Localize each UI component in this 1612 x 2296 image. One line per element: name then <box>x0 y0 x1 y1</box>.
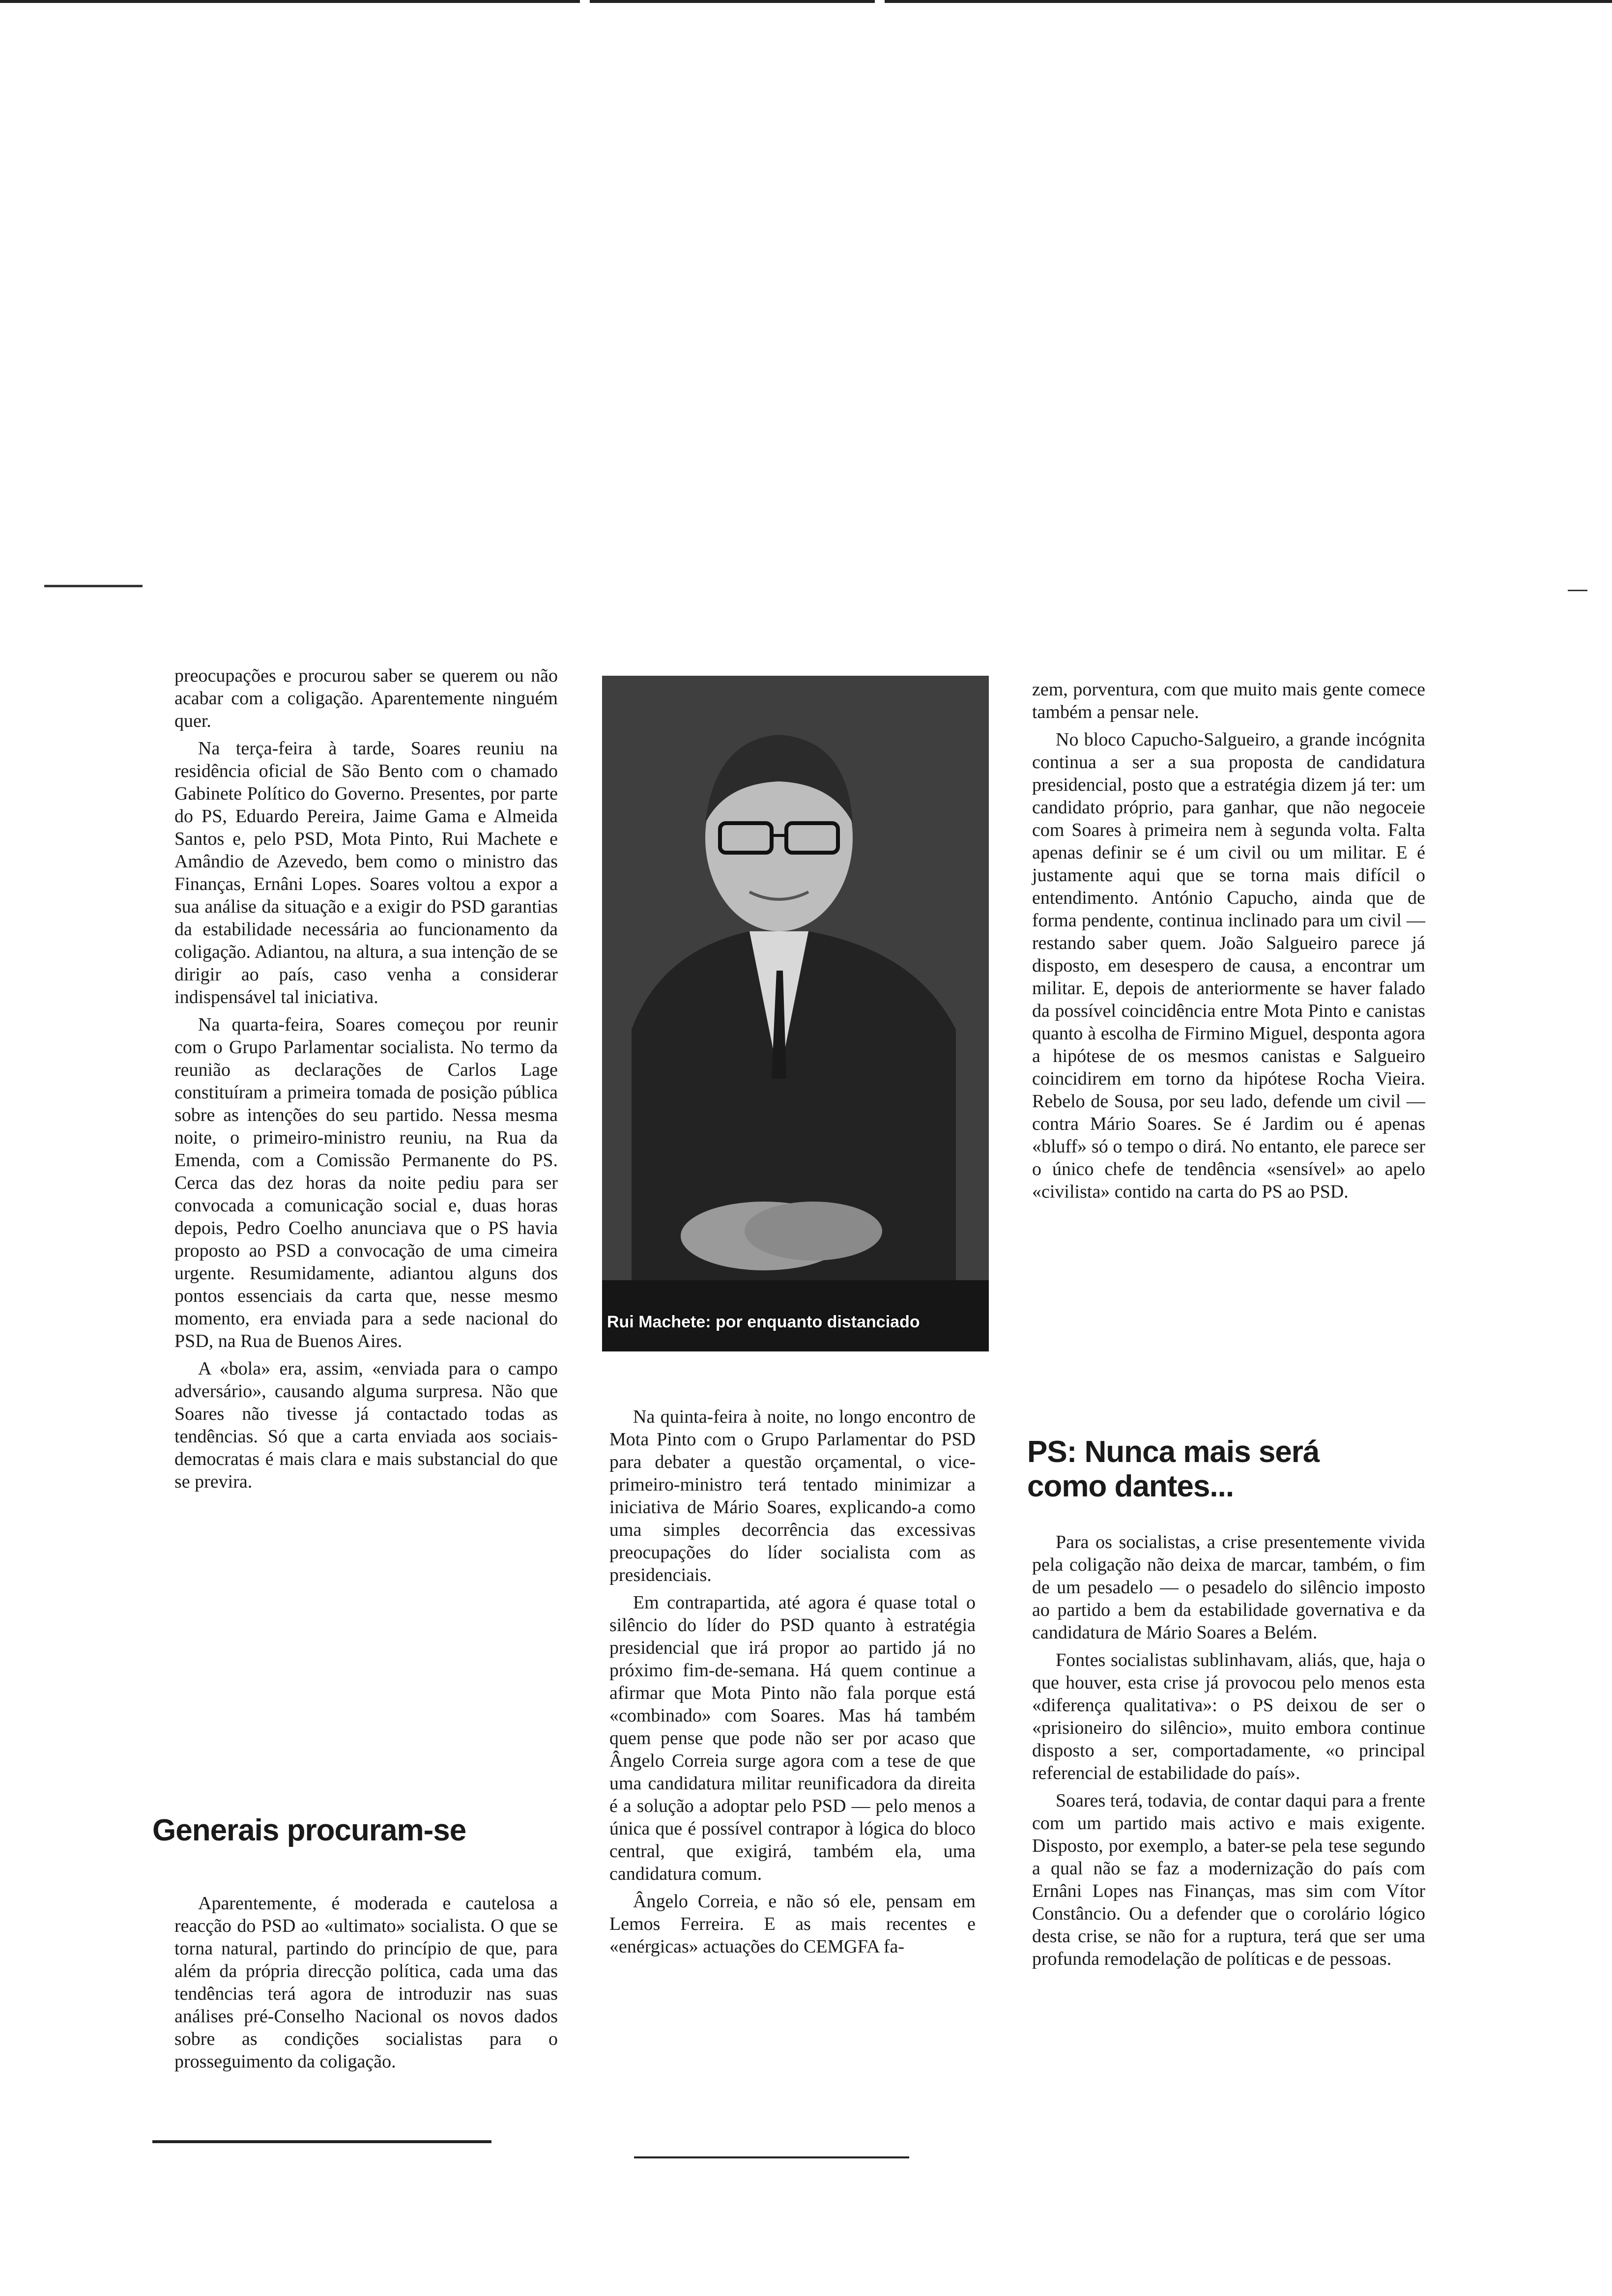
article-paragraph: Em contrapartida, até agora é quase total o silêncio do líder do PSD quanto à estratégia presidencial que irá propor ao partido já no próximo fim-de-semana. Há quem continue a afirmar que Mota Pinto não fala porque está «combinado» com Soares. Mas há também quem pense que pode não ser por acaso que Ângelo Correia surge agora com a tese de que uma candidatura militar reunificadora da direita é a solução a adoptar pelo PSD — pelo menos a única que é possível contrapor à lógica do bloco central, que exigirá, também ela, uma candidatura comum. <box>609 1592 976 1884</box>
article-column-3 <box>1032 678 1425 1208</box>
article-paragraph: preocupações e procurou saber se querem ou não acabar com a coligação. Aparentemente ninguém quer. <box>174 665 558 731</box>
portrait-image <box>602 676 989 1351</box>
article-column-3-continued <box>1032 1531 1425 1975</box>
section-heading: PS: Nunca mais será como dantes... <box>1027 1435 1320 1503</box>
article-paragraph: Aparentemente, é moderada e cautelosa a reacção do PSD ao «ultimato» socialista. O que se torna natural, partindo do princípio de que, para além da própria direcção política, cada uma das tendências terá agora de introduzir nas suas análises pré-Conselho Nacional os novos dados sobre as condições socialistas para o prosseguimento da coligação. <box>174 1893 558 2072</box>
article-paragraph: Na quinta-feira à noite, no longo encontro de Mota Pinto com o Grupo Parlamentar do PSD para debater a questão orçamental, o vice-primeiro-ministro terá tentado minimizar a iniciativa de Mário Soares, explicando-a como uma simples decorrência das excessivas preocupações do líder socialista com as presidenciais. <box>609 1406 976 1585</box>
column-end-rule <box>634 2156 909 2158</box>
article-paragraph: A «bola» era, assim, «enviada para o campo adversário», causando alguma surpresa. Não que Soares não tivesse já contactado todas as tendências. Só que a carta enviada aos sociais-democratas é mais clara e mais substancial do que se previra. <box>174 1358 558 1492</box>
article-paragraph: Para os socialistas, a crise presentemente vivida pela coligação não deixa de marcar, também, o fim de um pesadelo — o pesadelo do silêncio imposto ao partido a bem da estabilidade governativa e da candidatura de Mário Soares a Belém. <box>1032 1532 1425 1643</box>
article-paragraph: No bloco Capucho-Salgueiro, a grande incógnita continua a ser a sua proposta de candidatura presidencial, posto que a estratégia dizem já ter: um candidato próprio, para ganhar, que não negoceie com Soares à primeira nem à segunda volta. Falta apenas definir se é um civil ou um militar. E é justamente aqui que se torna mais difícil o entendimento. António Capucho, ainda que de forma pendente, continua inclinado para um civil — restando saber quem. João Salgueiro parece já disposto, em desespero de causa, a encontrar um militar. E, depois de anteriormente se haver falado da possível coincidência entre Mota Pinto e canistas quanto à escolha de Firmino Miguel, desponta agora a hipótese de os mesmos canistas e Salgueiro coincidirem em torno da hipótese Rocha Vieira. Rebelo de Sousa, por seu lado, defende um civil — contra Mário Soares. Se é Jardim ou é apenas «bluff» só o tempo o dirá. No entanto, ele parece ser o único chefe de tendência «sensível» ao apelo «civilista» contido na carta do PS ao PSD. <box>1032 729 1425 1202</box>
column-end-rule <box>152 2140 491 2143</box>
article-column-2 <box>609 1406 976 1963</box>
top-border-line <box>0 0 580 3</box>
article-paragraph: Fontes socialistas sublinhavam, aliás, que, haja o que houver, esta crise já provocou pelo menos esta «diferença qualitativa»: o PS deixou de ser o «prisioneiro do silêncio», muito embora continue disposto a ser, comportadamente, «o principal referencial de estabilidade do país». <box>1032 1650 1425 1783</box>
photo-caption: Rui Machete: por enquanto distanciado <box>607 1313 920 1331</box>
scan-mark <box>1568 590 1587 591</box>
article-paragraph: Ângelo Correia, e não só ele, pensam em Lemos Ferreira. E as mais recentes e «enérgicas» actuações do CEMGFA fa- <box>609 1891 976 1957</box>
article-column-1-continued <box>174 1892 558 2078</box>
portrait-photo <box>602 676 989 1351</box>
section-heading: Generais procuram-se <box>152 1813 466 1847</box>
top-border-line <box>590 0 875 3</box>
top-border-line <box>885 0 1612 3</box>
article-paragraph: Na terça-feira à tarde, Soares reuniu na residência oficial de São Bento com o chamado Gabinete Político do Governo. Presentes, por parte do PS, Eduardo Pereira, Jaime Gama e Almeida Santos e, pelo PSD, Mota Pinto, Rui Machete e Amândio de Azevedo, bem como o ministro das Finanças, Ernâni Lopes. Soares voltou a expor a sua análise da situação e a exigir do PSD garantias da estabilidade necessária ao funcionamento da coligação. Adiantou, na altura, a sua intenção de se dirigir ao país, caso venha a considerar indispensável tal iniciativa. <box>174 738 558 1007</box>
article-paragraph: Na quarta-feira, Soares começou por reunir com o Grupo Parlamentar socialista. No termo da reunião as declarações de Carlos Lage constituíram a primeira tomada de posição pública sobre as intenções do seu partido. Nessa mesma noite, o primeiro-ministro reuniu, na Rua da Emenda, com a Comissão Permanente do PS. Cerca das dez horas da noite pediu para ser convocada a comunicação social e, duas horas depois, Pedro Coelho anunciava que o PS havia proposto ao PSD a convocação de uma cimeira urgente. Resumidamente, adiantou alguns dos pontos essenciais da carta que, nesse mesmo momento, era enviada para a sede nacional do PSD, na Rua de Buenos Aires. <box>174 1014 558 1351</box>
article-column-1 <box>174 664 558 1498</box>
scan-mark <box>44 585 143 587</box>
article-paragraph: zem, porventura, com que muito mais gente comece também a pensar nele. <box>1032 679 1425 722</box>
article-paragraph: Soares terá, todavia, de contar daqui para a frente com um partido mais activo e mais exigente. Disposto, por exemplo, a bater-se pela tese segundo a qual não se faz a modernização do país com Ernâni Lopes nas Finanças, mas sim com Vítor Constâncio. Ou a defender que o corolário lógico desta crise, se não for a ruptura, terá que ser uma profunda remodelação de políticas e de pessoas. <box>1032 1790 1425 1969</box>
